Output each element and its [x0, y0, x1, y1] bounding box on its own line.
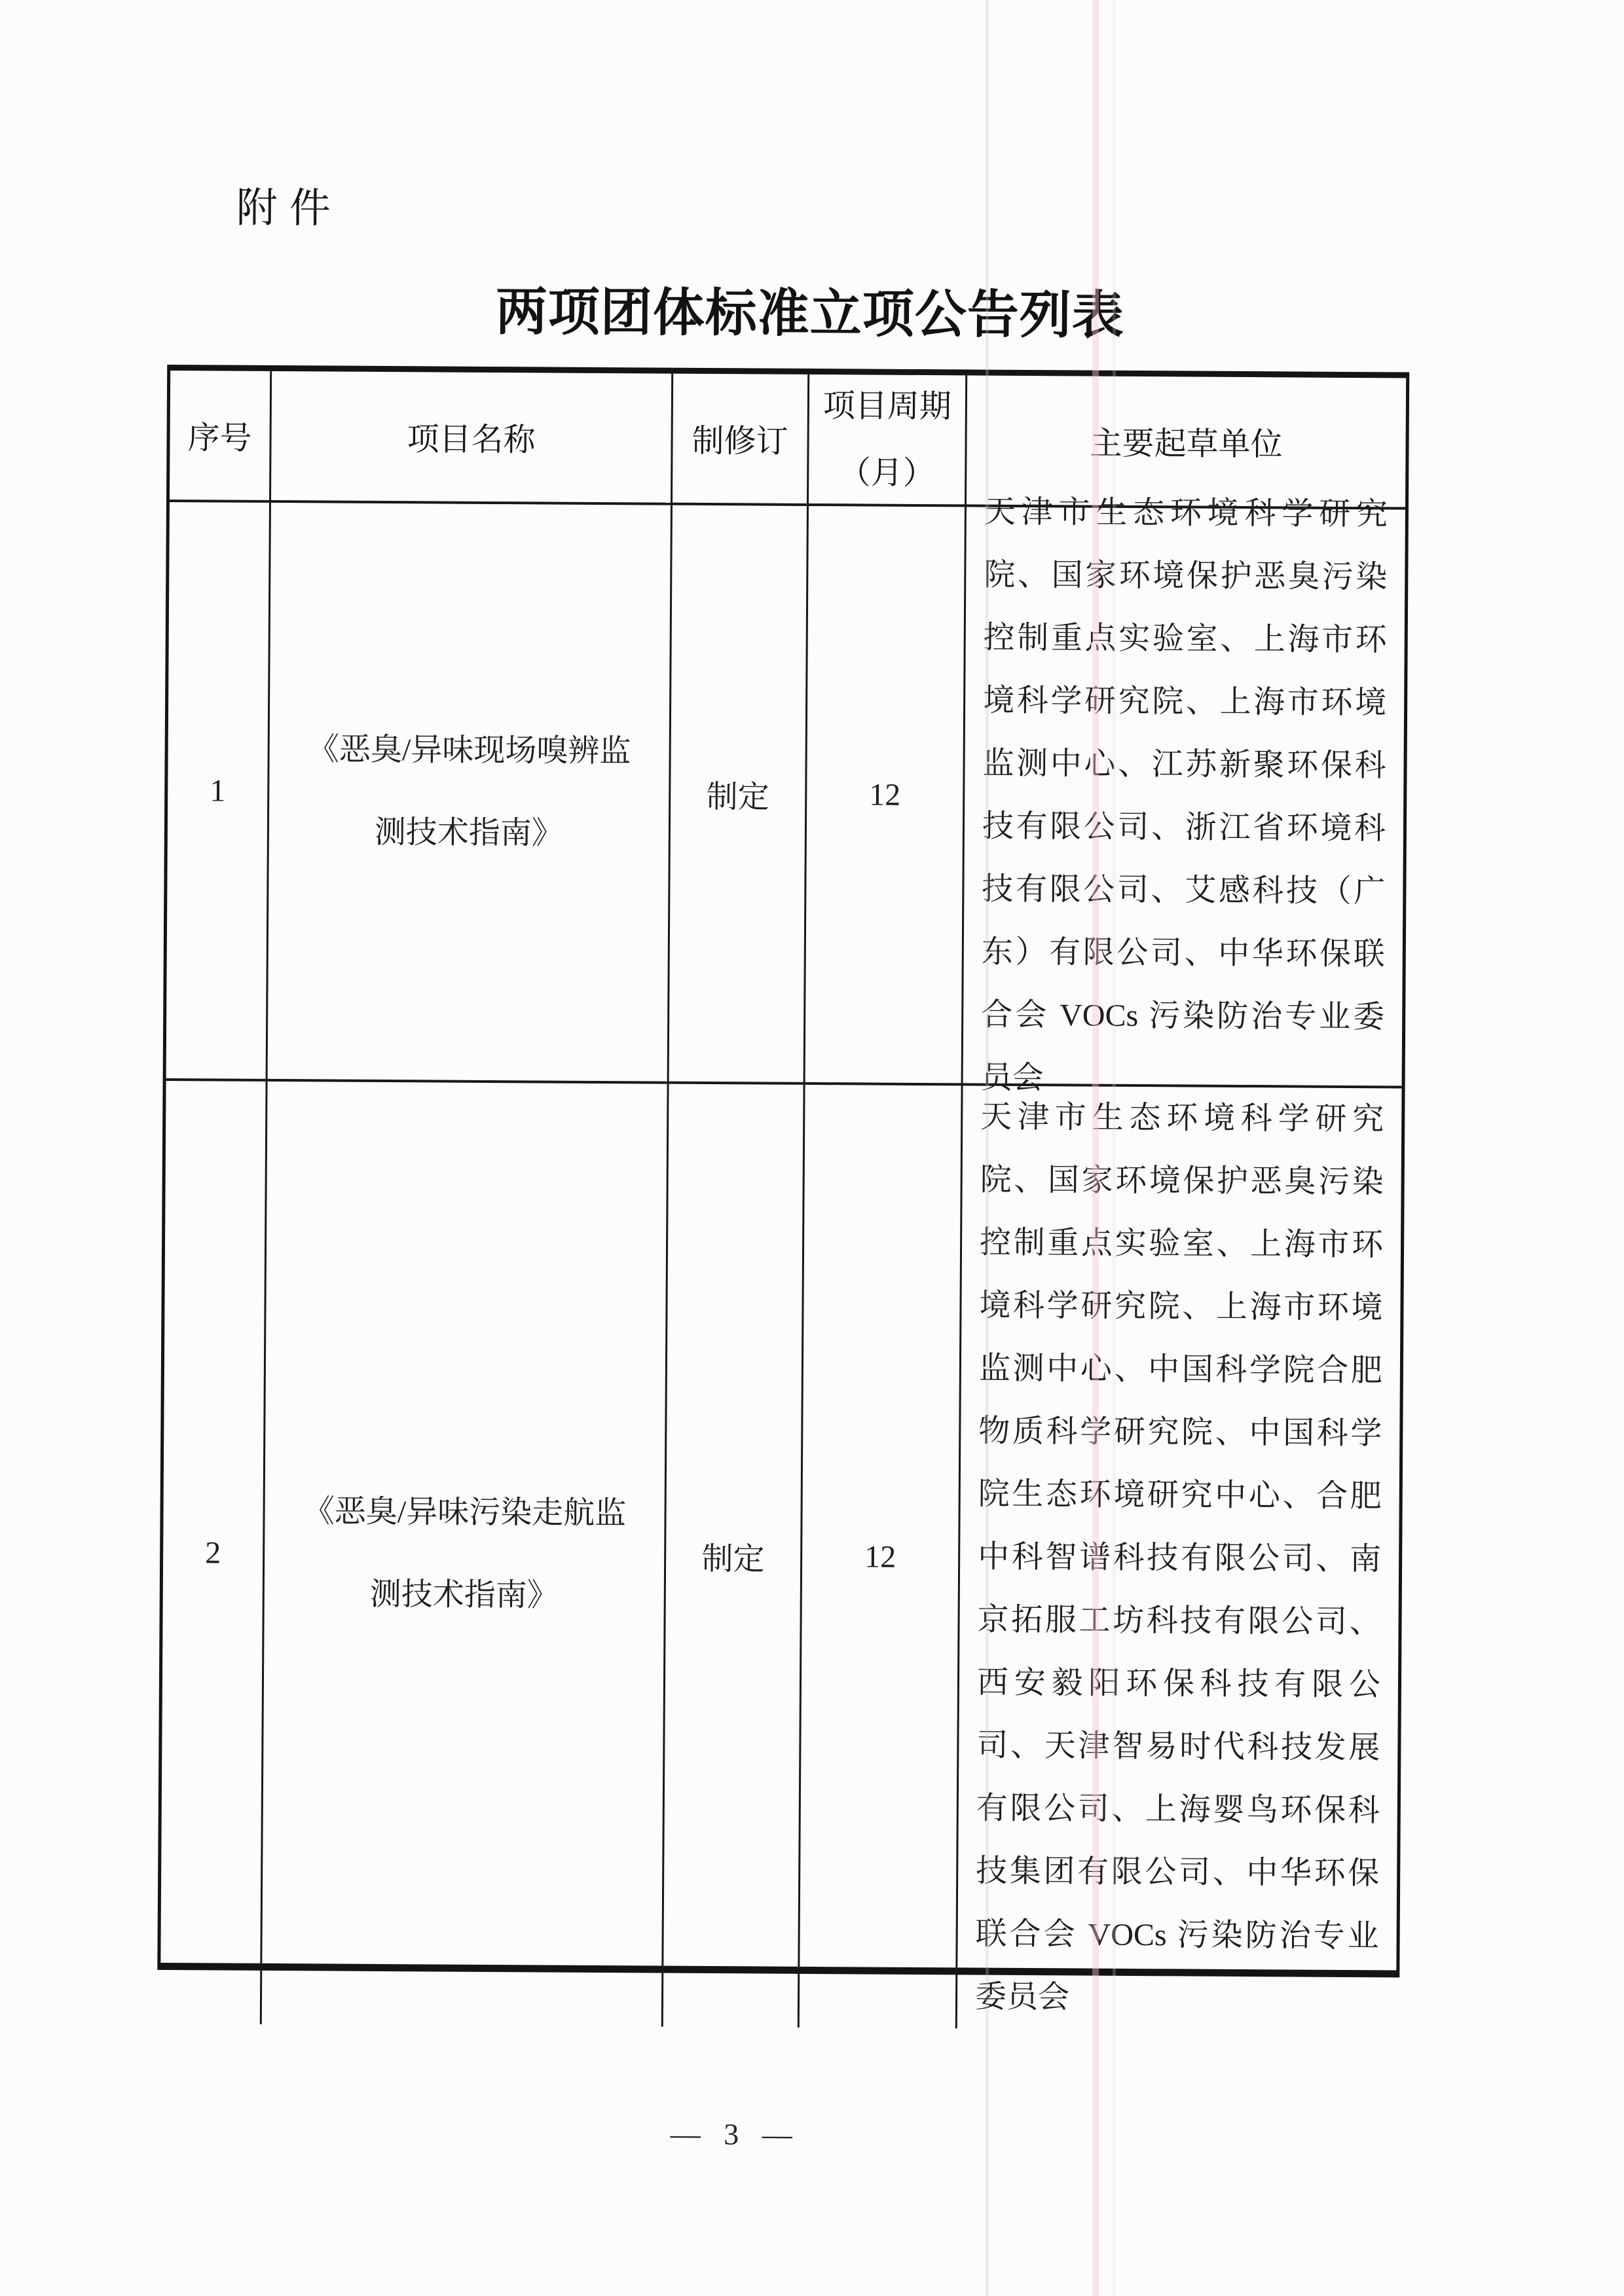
header-index: 序号: [170, 371, 272, 503]
row1-project-name: [268, 503, 673, 1084]
header-period-line2: （月）: [838, 454, 935, 491]
row2-drafting-units: [957, 1085, 1402, 2031]
row2-index: 2: [160, 1081, 268, 2024]
row2-period-months: 12: [800, 1085, 963, 2028]
row1-project-name-text: 《恶臭/异味现场嗅辨监测技术指南》: [307, 732, 631, 851]
header-period-line1: 项目周期: [822, 387, 952, 424]
row1-index: 1: [166, 502, 271, 1082]
header-drafting-units: 主要起草单位: [967, 375, 1406, 509]
row2-drafting-units-text: 天津市生态环境科学研究院、国家环境保护恶臭污染控制重点实验室、上海市环境科学研究院、上海市环境监测中心、中国科学院合肥物质科学研究院、中国科学院生态环境研究中心、合肥中科智谱科技有限公司、南京拓服工坊科技有限公司、西安毅阳环保科技有限公司、天津智易时代科技发展有限公司、上海婴鸟环保科技集团有限公司、中华环保联合会 VOCs 污染防治专业委员会: [974, 1099, 1384, 2015]
row2-revision-type: 制定: [663, 1084, 805, 2028]
row2-project-name-text: 《恶臭/异味污染走航监测技术指南》: [303, 1494, 627, 1613]
row1-drafting-units-text: 天津市生态环境科学研究院、国家环境保护恶臭污染控制重点实验室、上海市环境科学研究院、上海市环境监测中心、江苏新聚环保科技有限公司、浙江省环境科技有限公司、艾感科技（广东）有限公司、中华环保联合会 VOCs 污染防治专业委员会: [980, 494, 1388, 1096]
scan-artifact-line-pink-faint: [1113, 0, 1116, 2296]
standards-table: [157, 365, 1409, 2015]
scan-artifact-line-pink: [1092, 0, 1099, 2296]
header-period: [809, 374, 967, 507]
row2-project-name: [262, 1082, 669, 2027]
page-title: 两项团体标准立项公告列表: [495, 284, 1125, 345]
header-revision-type: 制修订: [673, 374, 809, 506]
header-period-lines: [822, 373, 951, 507]
row1-drafting-units: [963, 494, 1405, 1096]
row1-revision-type: 制定: [669, 505, 809, 1085]
row1-period-months: 12: [805, 506, 967, 1085]
header-project-name: 项目名称: [271, 371, 673, 505]
scan-artifact-line-gray: [986, 0, 989, 2296]
page-number: — 3 —: [670, 2117, 795, 2151]
attachment-label: 附件: [236, 185, 342, 232]
